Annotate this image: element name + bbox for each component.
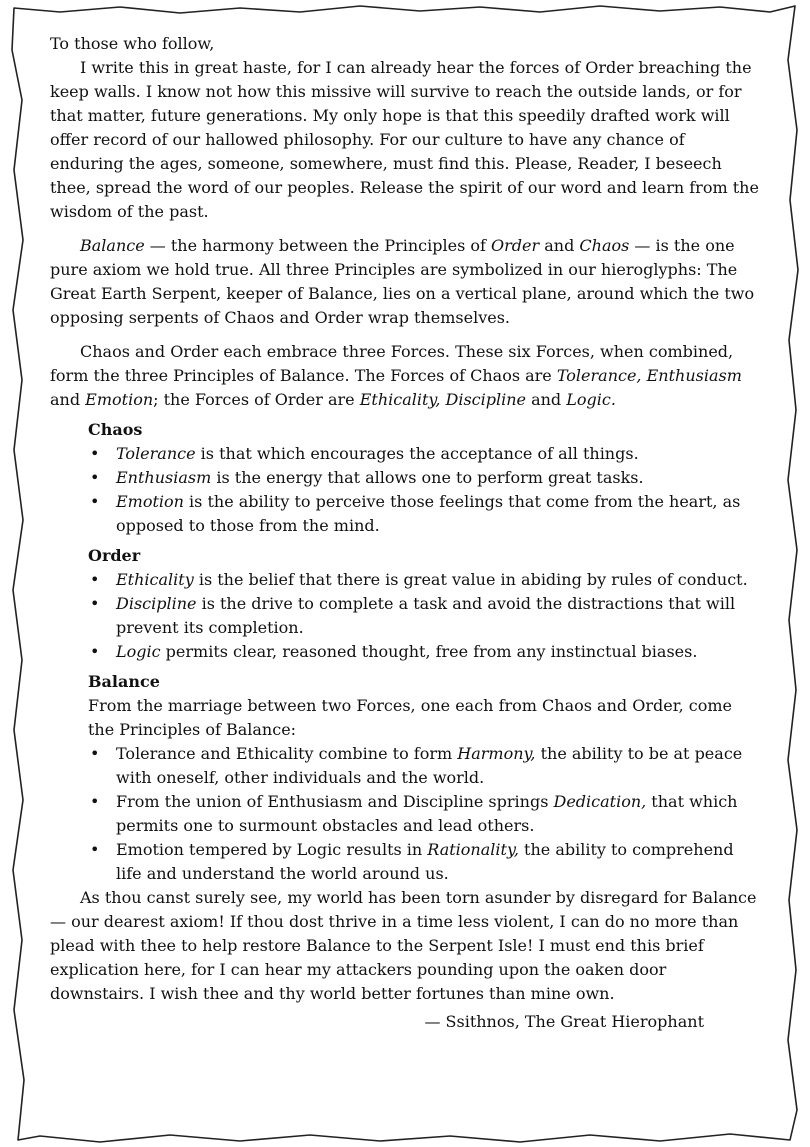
intro-paragraph: I write this in great haste, for I can already hear the forces of Order breaching the keep walls. I know not how this missive will survive to reach the outside lands, or for that matter, future generations. My only hope is that this speedily drafted work will offer record of our hallowed philosophy. For our culture to have any chance of enduring the ages, someone, somewhere, must find this. Please, Reader, I beseech thee, spread the word of our peoples. Release the spirit of our word and learn from the wisdom of the past. xyxy=(50,58,759,221)
order-heading: Order xyxy=(88,546,141,565)
forces-text-2: ; the Forces of Order are xyxy=(153,390,360,409)
item-term: Logic xyxy=(116,642,161,661)
item-text: is the drive to complete a task and avoid the distractions that will prevent its completion. xyxy=(116,594,736,637)
balance-and: and xyxy=(539,236,580,255)
chaos-heading: Chaos xyxy=(88,420,143,439)
closing-paragraph: As thou canst surely see, my world has been torn asunder by disregard for Balance — our dearest axiom! If thou dost thrive in a time less violent, I can do no more than plead with thee to help restore Balance to the Serpent Isle! I must end this brief explication here, for I can hear my attackers pounding upon the oaken door downstairs. I wish thee and thy world better fortunes than mine own. xyxy=(50,888,757,1003)
item-term: Rationality, xyxy=(427,840,519,859)
greeting: To those who follow, xyxy=(50,34,215,53)
forces-and-2: and xyxy=(526,390,567,409)
balance-term: Balance xyxy=(80,236,145,255)
chaos-list xyxy=(50,442,762,538)
balance-text-2: — is the one pure axiom we hold true. All three Principles are symbolized in our hieroglyphs: The Great Earth Serpent, keeper of Balance, lies on a vertical plane, around which the two opposing serpents of Chaos and Order wrap themselves. xyxy=(50,236,755,327)
balance-paragraph xyxy=(50,234,762,330)
list-item xyxy=(116,838,762,886)
item-text: is that which encourages the acceptance of all things. xyxy=(195,444,639,463)
forces-paragraph xyxy=(50,340,762,412)
item-text: the ability to comprehend life and understand the world around us. xyxy=(116,840,734,883)
list-item xyxy=(116,742,762,790)
balance-intro: From the marriage between two Forces, one each from Chaos and Order, come the Principles of Balance: xyxy=(88,696,732,739)
item-term: Tolerance xyxy=(116,444,196,463)
chaos-term: Chaos xyxy=(579,236,630,255)
item-term: Discipline xyxy=(116,594,197,613)
order-forces-b: Logic. xyxy=(566,390,616,409)
item-text: From the union of Enthusiasm and Discipline springs xyxy=(116,792,554,811)
order-list xyxy=(50,568,762,664)
order-forces-a: Ethicality, Discipline xyxy=(359,390,526,409)
item-term: Enthusiasm xyxy=(116,468,212,487)
item-text: the ability to be at peace with oneself, other individuals and the world. xyxy=(116,744,743,787)
chaos-forces-b: Emotion xyxy=(85,390,154,409)
list-item xyxy=(116,568,762,592)
item-text: Emotion tempered by Logic results in xyxy=(116,840,428,859)
forces-and-1: and xyxy=(50,390,86,409)
balance-list xyxy=(50,742,762,886)
order-term: Order xyxy=(491,236,540,255)
item-text: Tolerance and Ethicality combine to form xyxy=(116,744,458,763)
item-text: that which permits one to surmount obstacles and lead others. xyxy=(116,792,738,835)
forces-text-1: Chaos and Order each embrace three Forces. These six Forces, when combined, form the three Principles of Balance. The Forces of Chaos are xyxy=(50,342,734,385)
item-text: is the energy that allows one to perform great tasks. xyxy=(211,468,644,487)
balance-text-1: — the harmony between the Principles of xyxy=(144,236,492,255)
list-item xyxy=(116,592,762,640)
list-item xyxy=(116,640,762,664)
item-text: permits clear, reasoned thought, free from any instinctual biases. xyxy=(160,642,698,661)
item-term: Emotion xyxy=(116,492,184,511)
letter-body xyxy=(50,32,762,1034)
item-term: Dedication, xyxy=(553,792,647,811)
item-text: is the belief that there is great value in abiding by rules of conduct. xyxy=(193,570,748,589)
balance-heading: Balance xyxy=(88,672,160,691)
item-text: is the ability to perceive those feelings that come from the heart, as opposed to those from the mind. xyxy=(116,492,741,535)
list-item xyxy=(116,790,762,838)
list-item xyxy=(116,442,762,466)
item-term: Ethicality xyxy=(116,570,194,589)
item-term: Harmony, xyxy=(457,744,536,763)
list-item xyxy=(116,466,762,490)
signature: — Ssithnos, The Great Hierophant xyxy=(424,1012,704,1031)
chaos-forces-a: Tolerance, Enthusiasm xyxy=(556,366,742,385)
list-item xyxy=(116,490,762,538)
